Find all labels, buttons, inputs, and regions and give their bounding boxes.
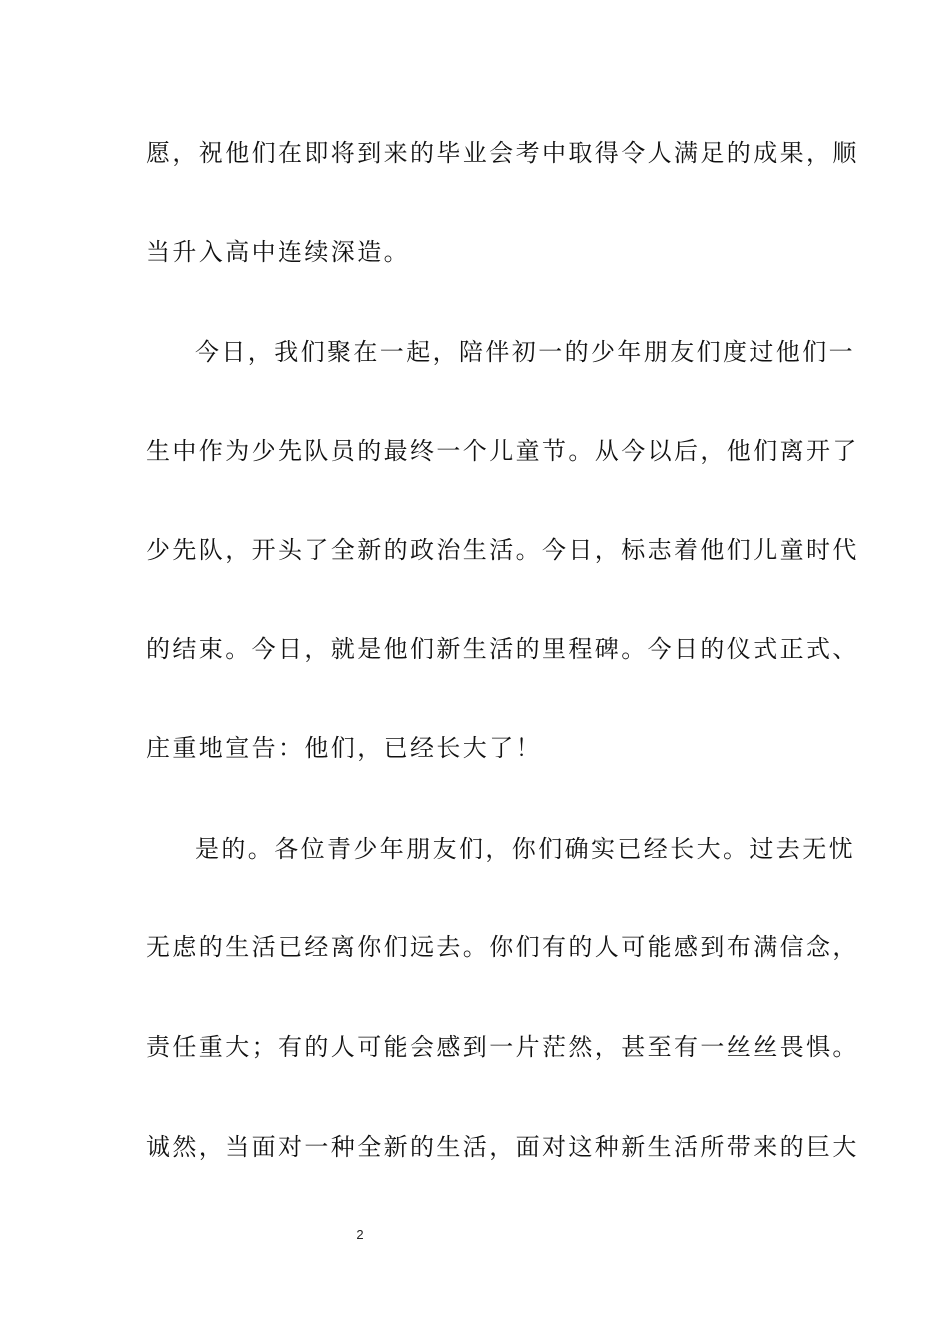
paragraph-line: 是的。各位青少年朋友们，你们确实已经长大。过去无忧 bbox=[195, 835, 855, 863]
paragraph-line: 诚然，当面对一种全新的生活，面对这种新生活所带来的巨大 bbox=[146, 1133, 859, 1161]
paragraph-line: 当升入高中连续深造。 bbox=[146, 238, 410, 266]
paragraph-line: 责任重大；有的人可能会感到一片茫然，甚至有一丝丝畏惧。 bbox=[146, 1033, 859, 1061]
paragraph-line: 的结束。今日，就是他们新生活的里程碑。今日的仪式正式、 bbox=[146, 635, 859, 663]
paragraph-line: 生中作为少先队员的最终一个儿童节。从今以后，他们离开了 bbox=[146, 437, 859, 465]
paragraph-line: 今日，我们聚在一起，陪伴初一的少年朋友们度过他们一 bbox=[195, 338, 855, 366]
page-number: 2 bbox=[356, 1227, 364, 1242]
paragraph-line: 愿，祝他们在即将到来的毕业会考中取得令人满足的成果，顺 bbox=[146, 139, 859, 167]
paragraph-line: 庄重地宣告：他们，已经长大了！ bbox=[146, 734, 542, 762]
paragraph-line: 无虑的生活已经离你们远去。你们有的人可能感到布满信念， bbox=[146, 933, 859, 961]
paragraph-line: 少先队，开头了全新的政治生活。今日，标志着他们儿童时代 bbox=[146, 536, 859, 564]
